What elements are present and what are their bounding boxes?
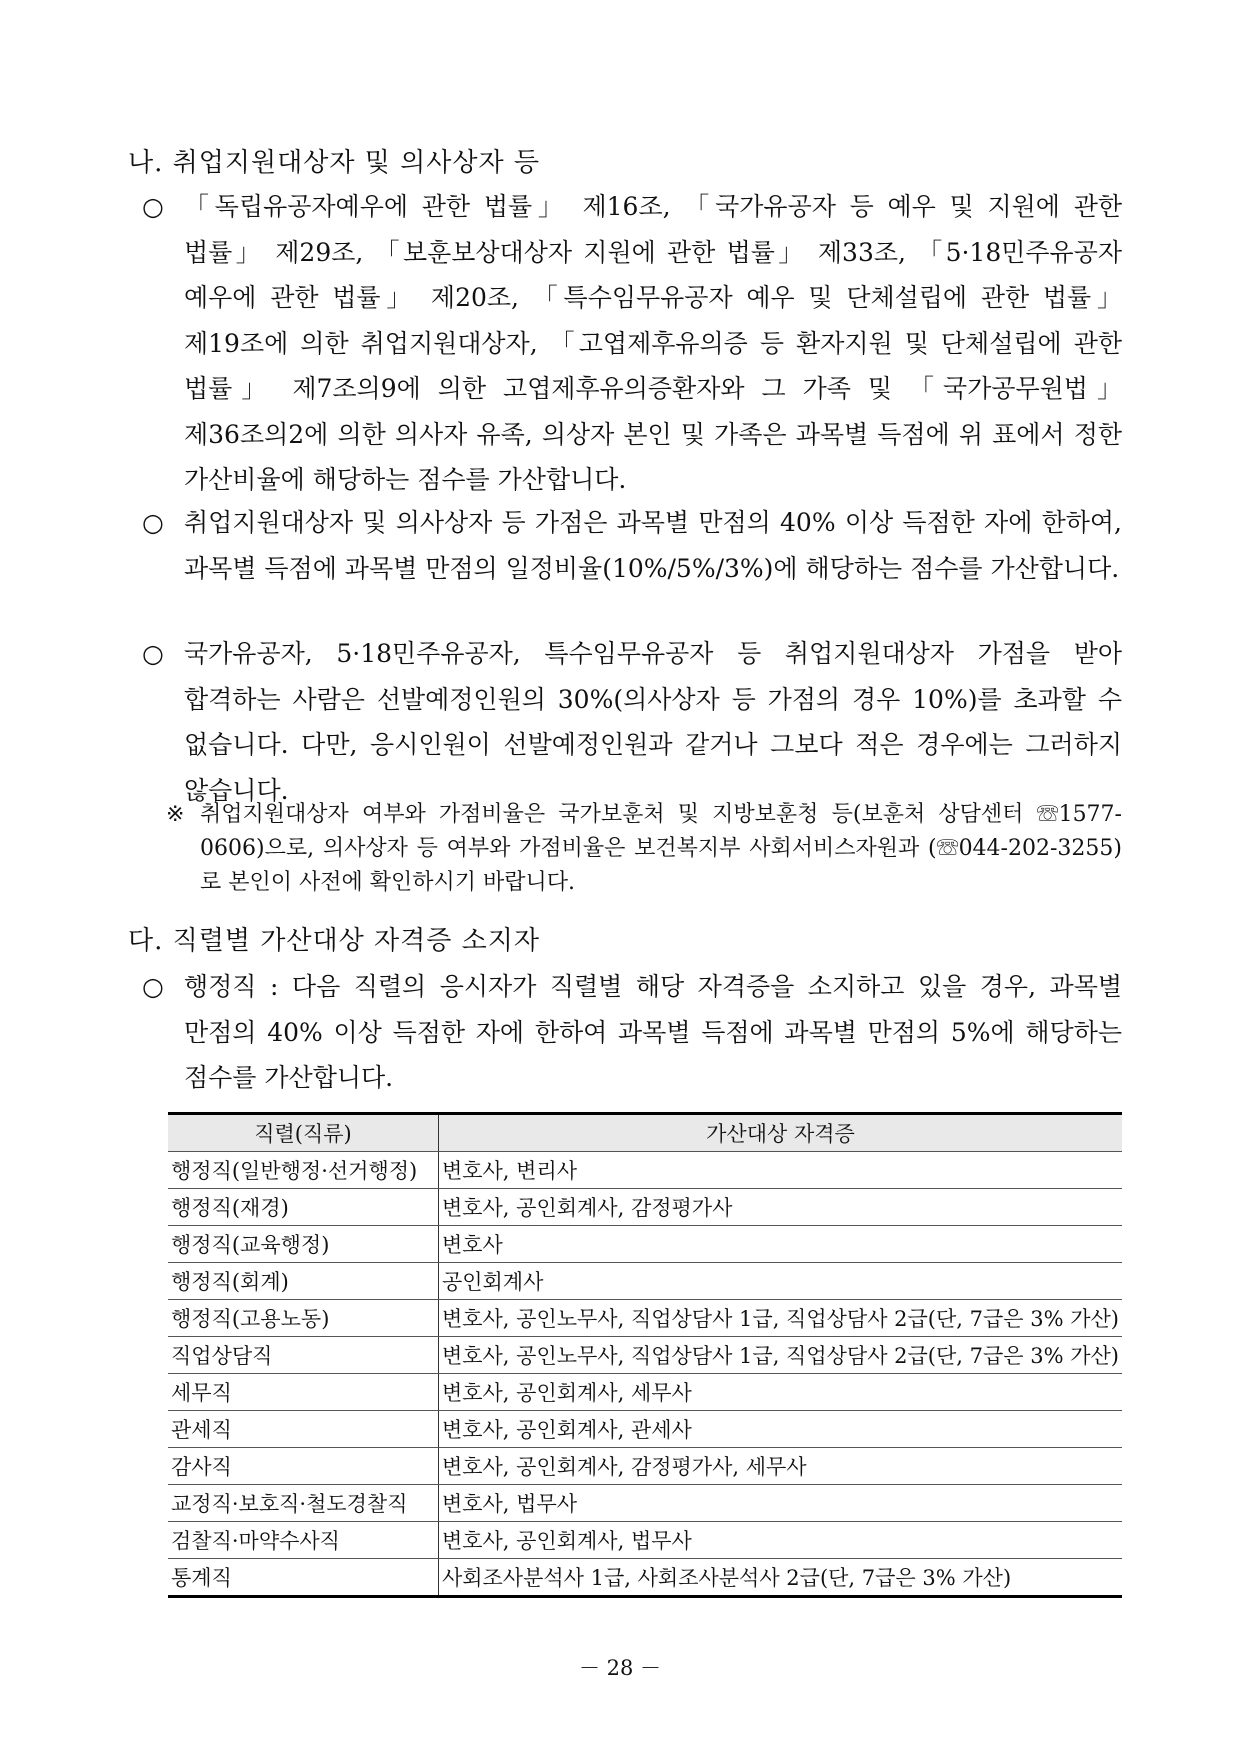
table-row [168,1226,1122,1263]
bullet-circle: ○ [142,508,164,537]
cell-certificate: 변호사, 공인회계사, 관세사 [438,1411,1122,1448]
cell-series: 감사직 [168,1448,438,1485]
reference-note [166,798,1122,900]
cell-certificate: 변호사, 법무사 [438,1485,1122,1522]
bullet-circle: ○ [142,972,164,1001]
paragraph-bonus-limit [142,631,1122,813]
cell-certificate: 변호사, 공인노무사, 직업상담사 1급, 직업상담사 2급(단, 7급은 3% 가산) [438,1337,1122,1374]
cell-series: 관세직 [168,1411,438,1448]
cell-series: 통계직 [168,1559,438,1597]
cell-series: 행정직(회계) [168,1263,438,1300]
column-header-certificate: 가산대상 자격증 [438,1114,1122,1152]
column-header-series: 직렬(직류) [168,1114,438,1152]
note-text: 취업지원대상자 여부와 가점비율은 국가보훈처 및 지방보훈청 등(보훈처 상담센터 ☏1577-0606)으로, 의사상자 등 여부와 가점비율은 보건복지부 사회서비스자원과 (☏044-202-3255)로 본인이 사전에 확인하시기 바랍니다. [200,802,1122,895]
table-header-row [168,1114,1122,1152]
cell-certificate: 변호사 [438,1226,1122,1263]
cell-series: 교정직·보호직·철도경찰직 [168,1485,438,1522]
cell-series: 행정직(재경) [168,1189,438,1226]
paragraph-text: 취업지원대상자 및 의사상자 등 가점은 과목별 만점의 40% 이상 득점한 자에 한하여, 과목별 득점에 과목별 만점의 일정비율(10%/5%/3%)에 해당하는 점수를 가산합니다. [184,508,1122,583]
bullet-circle: ○ [142,192,164,221]
table-row [168,1522,1122,1559]
table-row [168,1263,1122,1300]
paragraph-text: 행정직 : 다음 직렬의 응시자가 직렬별 해당 자격증을 소지하고 있을 경우, 과목별 만점의 40% 이상 득점한 자에 한하여 과목별 득점에 과목별 만점의 5%에 해당하는 점수를 가산합니다. [184,972,1122,1092]
table-row [168,1448,1122,1485]
table-row [168,1300,1122,1337]
cell-series: 직업상담직 [168,1337,438,1374]
cell-series: 행정직(고용노동) [168,1300,438,1337]
section-heading-da: 다. 직렬별 가산대상 자격증 소지자 [128,926,540,956]
certificate-table [168,1112,1122,1598]
paragraph-bonus-threshold [142,500,1122,591]
note-mark: ※ [166,802,185,827]
cell-certificate: 변호사, 변리사 [438,1152,1122,1189]
paragraph-text: 국가유공자, 5·18민주유공자, 특수임무유공자 등 취업지원대상자 가점을 받아 합격하는 사람은 선발예정인원의 30%(의사상자 등 가점의 경우 10%)를 초과할 수 없습니다. 다만, 응시인원이 선발예정인원과 같거나 그보다 적은 경우에는 그러하지 않습니다. [184,639,1122,805]
cell-certificate: 변호사, 공인노무사, 직업상담사 1급, 직업상담사 2급(단, 7급은 3% 가산) [438,1300,1122,1337]
paragraph-bonus-law [142,184,1122,503]
section-heading-na: 나. 취업지원대상자 및 의사상자 등 [128,148,540,178]
cell-series: 검찰직·마약수사직 [168,1522,438,1559]
cell-certificate: 공인회계사 [438,1263,1122,1300]
cell-series: 행정직(일반행정·선거행정) [168,1152,438,1189]
cell-certificate: 변호사, 공인회계사, 법무사 [438,1522,1122,1559]
table-row [168,1337,1122,1374]
cell-certificate: 변호사, 공인회계사, 세무사 [438,1374,1122,1411]
cell-certificate: 변호사, 공인회계사, 감정평가사 [438,1189,1122,1226]
page-number: － 28 － [578,1656,662,1680]
bullet-circle: ○ [142,639,164,668]
cell-certificate: 사회조사분석사 1급, 사회조사분석사 2급(단, 7급은 3% 가산) [438,1559,1122,1597]
cell-certificate: 변호사, 공인회계사, 감정평가사, 세무사 [438,1448,1122,1485]
paragraph-certificate-bonus [142,964,1122,1101]
table-row [168,1152,1122,1189]
cell-series: 세무직 [168,1374,438,1411]
table-row [168,1411,1122,1448]
cell-series: 행정직(교육행정) [168,1226,438,1263]
table-row [168,1485,1122,1522]
table-row [168,1374,1122,1411]
table-row [168,1559,1122,1597]
paragraph-text: 「독립유공자예우에 관한 법률」 제16조, 「국가유공자 등 예우 및 지원에 관한 법률」 제29조, 「보훈보상대상자 지원에 관한 법률」 제33조, 「5·18민주유공자 예우에 관한 법률」 제20조, 「특수임무유공자 예우 및 단체설립에 관한 법률」 제19조에 의한 취업지원대상자, 「고엽제후유의증 등 환자지원 및 단체설립에 관한 법률」 제7조의9에 의한 고엽제후유의증환자와 그 가족 및 「국가공무원법」 제36조의2에 의한 의사자 유족, 의상자 본인 및 가족은 과목별 득점에 위 표에서 정한 가산비율에 해당하는 점수를 가산합니다. [184,192,1122,494]
table-row [168,1189,1122,1226]
